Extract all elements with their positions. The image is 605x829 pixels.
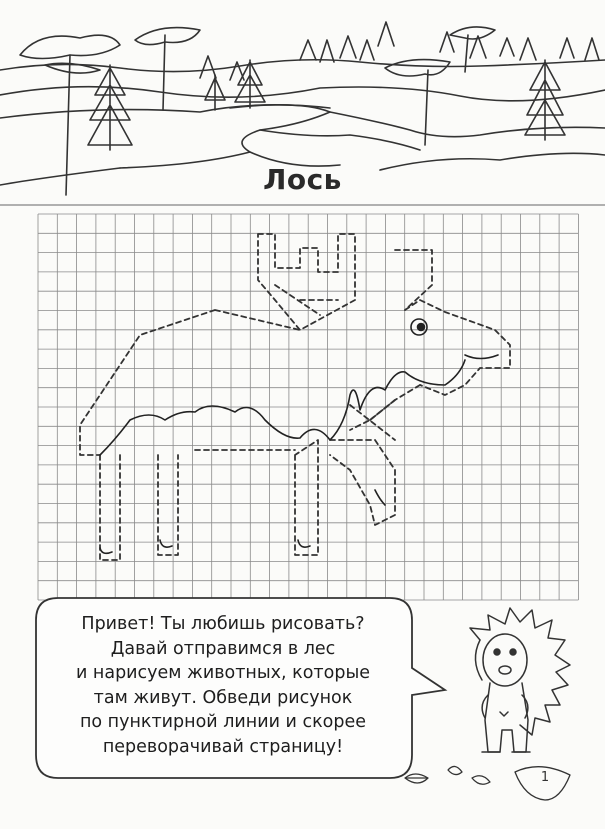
speech-line: Привет! Ты любишь рисовать? [81,614,365,634]
page-number: 1 [540,770,550,785]
speech-line: по пунктирной линии и скорее [79,712,367,732]
speech-line: и нарисуем животных, которые [75,663,371,683]
speech-line: переворачивай страницу! [102,736,344,757]
page-title: Лось [263,163,342,196]
speech-line: там живут. Обведи рисунок [93,687,353,708]
speech-line: Давай отправимся в лес [110,638,336,659]
